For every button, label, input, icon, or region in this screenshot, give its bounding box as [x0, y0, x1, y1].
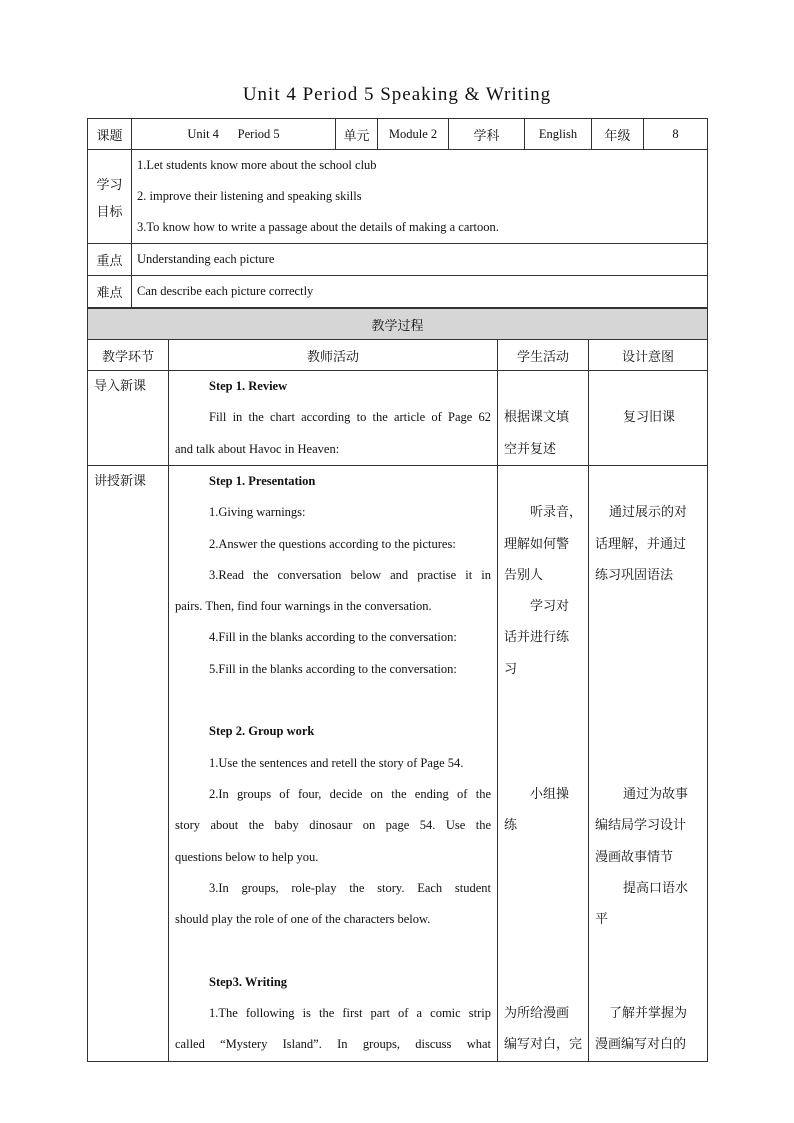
unit-value: Module 2: [378, 119, 449, 150]
intro-student-line: 根据课文填: [504, 410, 570, 426]
teacher-line: story about the baby dinosaur on page 54. Use the: [175, 818, 491, 833]
student-line: 听录音，: [530, 505, 583, 521]
grade-label: 年级: [592, 119, 644, 150]
objectives-label-line1: 学习: [96, 177, 123, 193]
objectives-label-line2: 目标: [96, 204, 123, 220]
lecture-stage: [88, 466, 169, 1062]
student-line: 话并进行练: [504, 630, 570, 646]
lecture-intent: [589, 466, 708, 1062]
intro-line: Fill in the chart according to the article of Page 62: [209, 410, 491, 425]
student-line: 告别人: [504, 567, 544, 583]
student-line: 编写对白，完: [504, 1037, 583, 1053]
header-teacher: 教师活动: [169, 340, 498, 371]
step3-title: Step3. Writing: [209, 974, 288, 989]
intro-intent-line: 复习旧课: [623, 410, 676, 426]
student-line: 理解如何警: [504, 536, 570, 552]
objective-item: 3.To know how to write a passage about the details of making a cartoon.: [137, 220, 499, 234]
intent-line: 练习巩固语法: [595, 567, 674, 583]
page-title: Unit 4 Period 5 Speaking & Writing: [242, 84, 552, 105]
teacher-line: 1.The following is the first part of a comic strip: [209, 1006, 491, 1021]
intent-line: 通过为故事: [623, 786, 689, 802]
student-line: 练: [504, 818, 518, 834]
difficulty-row: [88, 276, 708, 308]
teacher-line: questions below to help you.: [175, 849, 319, 864]
teacher-line: 3.In groups, role-play the story. Each student: [209, 880, 491, 895]
info-row: [88, 119, 708, 150]
header-stage: 教学环节: [88, 340, 169, 371]
objectives-row: [88, 150, 708, 244]
lesson-info-table: [87, 118, 708, 308]
key-point-label: 重点: [88, 244, 132, 276]
intent-line: 通过展示的对: [609, 505, 688, 521]
lecture-row: [88, 466, 708, 1062]
process-header-row: [88, 340, 708, 371]
process-band: 教学过程: [88, 309, 708, 340]
intro-stage-label: 导入新课: [94, 379, 147, 394]
teacher-line: 2.In groups of four, decide on the ending of the: [209, 786, 491, 801]
unit-label: 单元: [336, 119, 378, 150]
teacher-line: 5.Fill in the blanks according to the conversation:: [209, 661, 457, 676]
intro-step-title: Step 1. Review: [209, 379, 288, 393]
student-line: 习: [504, 661, 518, 677]
header-intent: 设计意图: [589, 340, 708, 371]
lecture-teacher: [169, 466, 498, 1062]
intro-stage: [88, 371, 169, 466]
header-student: 学生活动: [498, 340, 589, 371]
intro-teacher: [169, 371, 498, 466]
intro-line: and talk about Havoc in Heaven:: [175, 441, 340, 456]
intent-line: 漫画编写对白的: [595, 1037, 687, 1053]
student-line: 为所给漫画: [504, 1006, 570, 1022]
objective-item: 1.Let students know more about the school club: [137, 158, 377, 172]
teacher-line: should play the role of one of the characters below.: [175, 912, 431, 927]
teaching-process-table: [87, 308, 708, 1062]
key-point-row: [88, 244, 708, 276]
teacher-line: pairs. Then, find four warnings in the conversation.: [175, 599, 432, 614]
subject-label: 学科: [449, 119, 525, 150]
teacher-line: 1.Giving warnings:: [209, 505, 306, 520]
objective-item: 2. improve their listening and speaking skills: [137, 189, 362, 203]
subject-value: English: [525, 119, 592, 150]
intro-intent: [589, 371, 708, 466]
student-line: 学习对: [530, 599, 570, 615]
teacher-line: called “Mystery Island”. In groups, discuss what: [175, 1037, 491, 1052]
teacher-line: 3.Read the conversation below and practise it in: [209, 567, 491, 582]
teacher-line: 4.Fill in the blanks according to the conversation:: [209, 630, 457, 645]
intent-line: 了解并掌握为: [609, 1006, 688, 1022]
grade-value: 8: [644, 119, 708, 150]
intent-line: 漫画故事情节: [595, 849, 674, 865]
difficulty-label: 难点: [88, 276, 132, 308]
intent-line: 提高口语水: [623, 880, 689, 896]
objectives-label: [88, 150, 132, 244]
difficulty-value: Can describe each picture correctly: [132, 276, 708, 308]
key-point-value: Understanding each picture: [132, 244, 708, 276]
intro-row: [88, 371, 708, 466]
intro-student-line: 空并复述: [504, 441, 557, 457]
intent-line: 编结局学习设计: [595, 818, 687, 834]
lecture-student: [498, 466, 589, 1062]
objectives-list: [132, 150, 708, 244]
student-line: 小组操: [530, 786, 570, 802]
teacher-line: 2.Answer the questions according to the pictures:: [209, 536, 456, 551]
step2-title: Step 2. Group work: [209, 724, 315, 739]
teacher-line: 1.Use the sentences and retell the story of Page 54.: [209, 755, 464, 770]
lecture-stage-label: 讲授新课: [94, 474, 147, 489]
intro-student: [498, 371, 589, 466]
intent-line: 平: [595, 912, 609, 928]
topic-label: 课题: [88, 119, 132, 150]
step1-title: Step 1. Presentation: [209, 474, 316, 488]
topic-value: Unit 4 Period 5: [132, 119, 336, 150]
intent-line: 话理解，并通过: [595, 536, 687, 552]
